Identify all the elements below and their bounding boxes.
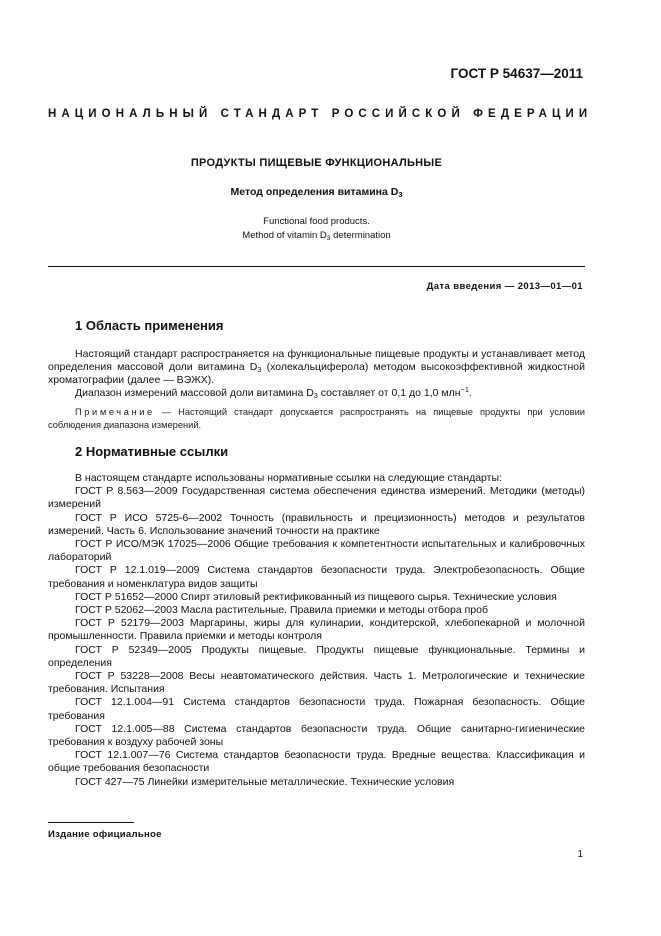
document-title: ПРОДУКТЫ ПИЩЕВЫЕ ФУНКЦИОНАЛЬНЫЕ	[190, 157, 443, 169]
gost-id: ГОСТ Р 54637—2011	[450, 66, 583, 81]
list-item: ГОСТ Р 52349—2005 Продукты пищевые. Продукты пищевые функциональные. Термины и определения	[48, 643, 585, 669]
document-subtitle: Метод определения витамина $D_3$	[230, 186, 403, 199]
scope-paragraph: Настоящий стандарт распространяется на функциональные пищевые продукты и устанавливает метод определения массовой доли витамина $D_3$ (холекальциферола) методом высокоэффективной жидкостной хроматографии (далее — ВЭЖХ).	[48, 348, 585, 387]
list-item: ГОСТ 12.1.007—76 Система стандартов безопасности труда. Вредные вещества. Классификация и общие требования безопасности	[48, 749, 585, 775]
list-item: ГОСТ 12.1.004—91 Система стандартов безопасности труда. Пожарная безопасность. Общие требования	[48, 696, 585, 722]
list-item: ГОСТ Р 52062—2003 Масла растительные. Правила приемки и методы отбора проб	[75, 604, 488, 617]
list-item: ГОСТ Р ИСО 5725-6—2002 Точность (правильность и прецизионность) методов и результатов измерений. Часть 6. Использование значений точности на практике	[48, 511, 585, 537]
footer-divider	[48, 822, 134, 823]
list-item: ГОСТ Р 53228—2008 Весы неавтоматического действия. Часть 1. Метрологические и технические требования. Испытания	[48, 670, 585, 696]
section-heading-scope: 1 Область применения	[75, 318, 224, 333]
list-item: ГОСТ 427—75 Линейки измерительные металлические. Технические условия	[75, 775, 455, 788]
range-paragraph: Диапазон измерений массовой доли витамина $D_3$ составляет от 0,1 до 1,0 млн$^{-1}$.	[75, 385, 472, 400]
english-title: Functional food products. Method of vitamin $D_3$ determination	[242, 216, 391, 242]
scope-note: Примечание — Настоящий стандарт допускается распространять на пищевые продукты при условии соблюдения диапазона измерений.	[48, 407, 585, 430]
list-item: ГОСТ Р 12.1.019—2009 Система стандартов безопасности труда. Электробезопасность. Общие требования и номенклатура видов защиты	[48, 564, 585, 590]
list-item: ГОСТ Р 8.563—2009 Государственная система обеспечения единства измерений. Методики (методы) измерений	[48, 485, 585, 511]
list-item: ГОСТ Р ИСО/МЭК 17025—2006 Общие требования к компетентности испытательных и калибровочных лабораторий	[48, 538, 585, 564]
references-list	[48, 472, 585, 789]
list-item: ГОСТ Р 51652—2000 Спирт этиловый ректификованный из пищевого сырья. Технические условия	[75, 590, 557, 603]
section-heading-references: 2 Нормативные ссылки	[75, 444, 229, 459]
title-divider	[48, 266, 585, 267]
official-edition-label: Издание официальное	[48, 829, 162, 840]
list-item: В настоящем стандарте использованы нормативные ссылки на следующие стандарты:	[75, 472, 502, 484]
list-item: ГОСТ 12.1.005—88 Система стандартов безопасности труда. Общие санитарно-гигиенические требования к воздуху рабочей зоны	[48, 722, 585, 748]
introduction-date: Дата введения — 2013—01—01	[426, 281, 583, 292]
national-standard-banner: НАЦИОНАЛЬНЫЙ СТАНДАРТ РОССИЙСКОЙ ФЕДЕРАЦИИ	[48, 108, 593, 120]
page-number: 1	[577, 849, 583, 860]
list-item: ГОСТ Р 52179—2003 Маргарины, жиры для кулинарии, кондитерской, хлебопекарной и молочной промышленности. Правила приемки и методы контроля	[48, 617, 585, 643]
